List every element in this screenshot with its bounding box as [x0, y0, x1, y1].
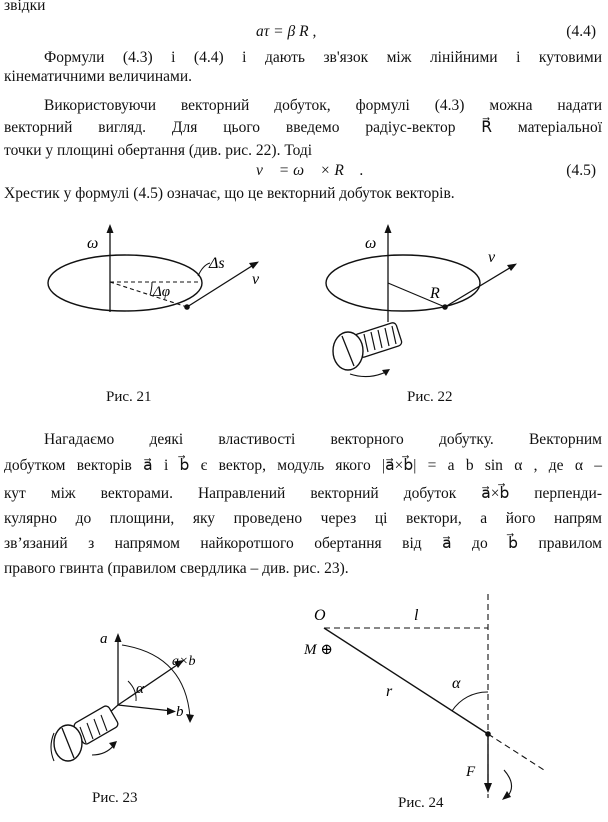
figure-22 [318, 222, 568, 387]
fig24-f-label: F [466, 764, 476, 780]
fig24-l-label: l [414, 607, 419, 624]
fig21-dphi-label: Δφ [153, 284, 171, 300]
figure-23-caption: Рис. 23 [92, 790, 138, 806]
fig24-o-label: O [314, 607, 326, 624]
equation-4-5: v⃗ = ω⃗ × R⃗ . [256, 162, 364, 179]
fig21-ds-label: Δs [209, 255, 225, 272]
paragraph-2-line-2: векторний вигляд. Для цього введемо радіус-вектор R⃗ матеріальної [4, 119, 602, 136]
fig22-r-label: R [430, 285, 440, 302]
equation-4-4: aτ = β R , [256, 23, 317, 40]
paragraph-1-line-1: Формули (4.3) і (4.4) і дають зв'язок між лінійними і кутовими [44, 49, 602, 66]
fig21-v-label: v [252, 271, 260, 288]
figure-24 [300, 592, 560, 800]
paragraph-4-line-3: кут між векторами. Направлений векторний добуток a⃗×b⃗ перпенди- [4, 485, 602, 502]
screw-icon [51, 705, 119, 761]
paragraph-2-line-1: Використовуючи векторний добуток, формулі (4.3) можна надати [44, 97, 602, 114]
figure-23 [40, 615, 230, 785]
equation-4-5-number: (4.5) [566, 162, 596, 179]
figure-21-caption: Рис. 21 [106, 389, 152, 405]
paragraph-3: Хрестик у формулі (4.5) означає, що це векторний добуток векторів. [4, 185, 455, 202]
fig23-axb-label: a×b [172, 654, 196, 669]
fig22-omega-label: ω [365, 235, 377, 252]
paragraph-4-line-2: добутком векторів a⃗ і b⃗ є вектор, модуль якого |a⃗×b⃗| = a b sin α , де α – [4, 457, 602, 474]
figure-24-caption: Рис. 24 [398, 795, 444, 811]
equation-4-4-number: (4.4) [566, 23, 596, 40]
fig22-v-label: v [488, 249, 496, 266]
paragraph-4-line-5: зв’язаний з напрямом найкоротшого обертання від a⃗ до b⃗ правилом [4, 535, 602, 552]
paragraph-1-line-2: кінематичними величинами. [4, 68, 193, 85]
paragraph-2-line-3: точки у площині обертання (див. рис. 22). Тоді [4, 142, 313, 159]
fig21-omega-label: ω [87, 235, 99, 252]
fig23-a-label: a [100, 631, 108, 647]
figure-21 [40, 222, 290, 387]
paragraph-4-line-1: Нагадаємо деякі властивості векторного добутку. Векторним [44, 431, 602, 448]
fig24-alpha-label: α [452, 675, 461, 692]
fig24-r-label: r [386, 683, 393, 700]
fig23-alpha-label: α [136, 681, 144, 697]
fig23-b-label: b [176, 704, 184, 720]
paragraph-4-line-4: кулярно до площини, яку проведено через ці вектори, а його напрям [4, 510, 602, 527]
screw-icon [333, 322, 403, 377]
paragraph-4-line-6: правого гвинта (правилом свердлика – див. рис. 23). [4, 560, 349, 577]
figure-22-caption: Рис. 22 [407, 389, 453, 405]
top-word: звідки [4, 0, 46, 14]
fig24-m-label: M ⊕ [304, 642, 333, 658]
